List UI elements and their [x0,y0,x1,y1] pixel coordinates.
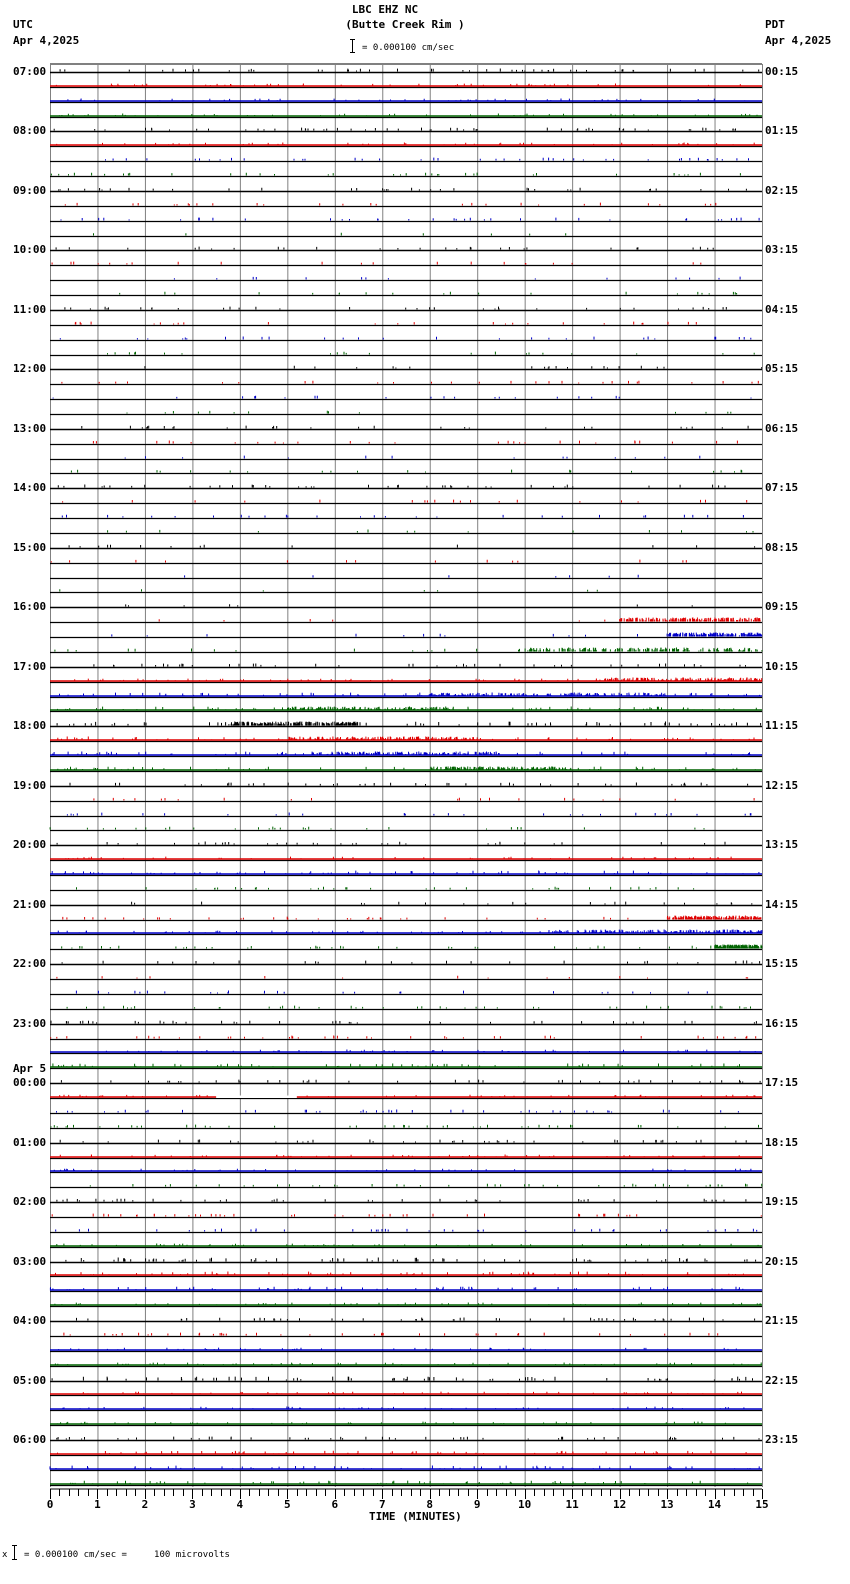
scale-text: = 0.000100 cm/sec [362,43,455,53]
pdt-hour-label: 16:15 [765,1017,799,1030]
pdt-hour-label: 20:15 [765,1255,799,1268]
x-tick-label: 5 [284,1498,291,1511]
pdt-hour-label: 03:15 [765,243,799,256]
right-date: Apr 4,2025 [765,34,832,47]
utc-hour-label: 22:00 [13,957,47,970]
utc-hour-label: 06:00 [13,1433,47,1446]
x-tick-label: 6 [331,1498,339,1511]
x-tick-label: 4 [236,1498,244,1511]
pdt-hour-label: 17:15 [765,1076,799,1089]
pdt-hour-label: 10:15 [765,660,799,673]
scale-prefix: x [2,1550,8,1560]
utc-hour-label: 15:00 [13,541,47,554]
utc-hour-label: 09:00 [13,184,47,197]
x-tick-label: 10 [518,1498,532,1511]
pdt-hour-label: 07:15 [765,481,799,494]
left-timezone: UTC [13,18,33,31]
footer-scale-bar-icon [14,1545,15,1560]
pdt-hour-label: 22:15 [765,1374,799,1387]
utc-hour-label: 19:00 [13,779,47,792]
utc-hour-label: 10:00 [13,243,47,256]
x-tick-label: 9 [473,1498,481,1511]
utc-hour-label: 12:00 [13,362,47,375]
footer-scale-note: = 0.000100 cm/sec = 100 microvolts [24,1550,230,1560]
utc-hour-label: 01:00 [13,1136,47,1149]
x-tick-label: 13 [660,1498,674,1511]
x-tick-label: 3 [189,1498,196,1511]
utc-hour-label: 14:00 [13,481,47,494]
utc-hour-label: 17:00 [13,660,47,673]
date-change-label: Apr 5 [13,1062,47,1075]
utc-hour-label: 18:00 [13,719,47,732]
x-tick-label: 12 [612,1498,627,1511]
pdt-hour-label: 02:15 [765,184,799,197]
x-tick-label: 8 [426,1498,434,1511]
utc-hour-label: 00:00 [13,1076,47,1089]
x-tick-label: 1 [94,1498,101,1511]
utc-hour-label: 05:00 [13,1374,47,1387]
pdt-hour-label: 21:15 [765,1314,799,1327]
pdt-hour-label: 23:15 [765,1433,799,1446]
utc-hour-label: 13:00 [13,422,47,435]
x-axis-label: TIME (MINUTES) [369,1510,462,1523]
x-tick-label: 7 [378,1498,386,1511]
utc-hour-label: 02:00 [13,1195,47,1208]
utc-hour-label: 21:00 [13,898,47,911]
utc-hour-label: 08:00 [13,124,47,137]
pdt-hour-label: 01:15 [765,124,799,137]
x-tick-label: 14 [707,1498,722,1511]
utc-hour-label: 20:00 [13,838,47,851]
pdt-hour-label: 13:15 [765,838,799,851]
pdt-hour-label: 18:15 [765,1136,799,1149]
left-date: Apr 4,2025 [13,34,80,47]
pdt-hour-label: 09:15 [765,600,799,613]
utc-hour-label: 03:00 [13,1255,47,1268]
pdt-hour-label: 04:15 [765,303,799,316]
pdt-hour-label: 15:15 [765,957,799,970]
pdt-hour-label: 08:15 [765,541,799,554]
utc-hour-label: 04:00 [13,1314,47,1327]
pdt-hour-label: 05:15 [765,362,799,375]
utc-hour-label: 11:00 [13,303,47,316]
pdt-hour-label: 00:15 [765,65,799,78]
pdt-hour-label: 14:15 [765,898,799,911]
x-tick-label: 11 [565,1498,579,1511]
x-tick-label: 15 [755,1498,769,1511]
x-tick-label: 0 [46,1498,54,1511]
pdt-hour-label: 11:15 [765,719,799,732]
station-site: (Butte Creek Rim ) [345,18,465,31]
pdt-hour-label: 19:15 [765,1195,799,1208]
utc-hour-label: 07:00 [13,65,47,78]
station-title: LBC EHZ NC [351,3,419,16]
utc-hour-label: 16:00 [13,600,47,613]
x-tick-label: 2 [141,1498,149,1511]
utc-hour-label: 23:00 [13,1017,47,1030]
pdt-hour-label: 12:15 [765,779,799,792]
pdt-hour-label: 06:15 [765,422,799,435]
right-timezone: PDT [765,18,785,31]
